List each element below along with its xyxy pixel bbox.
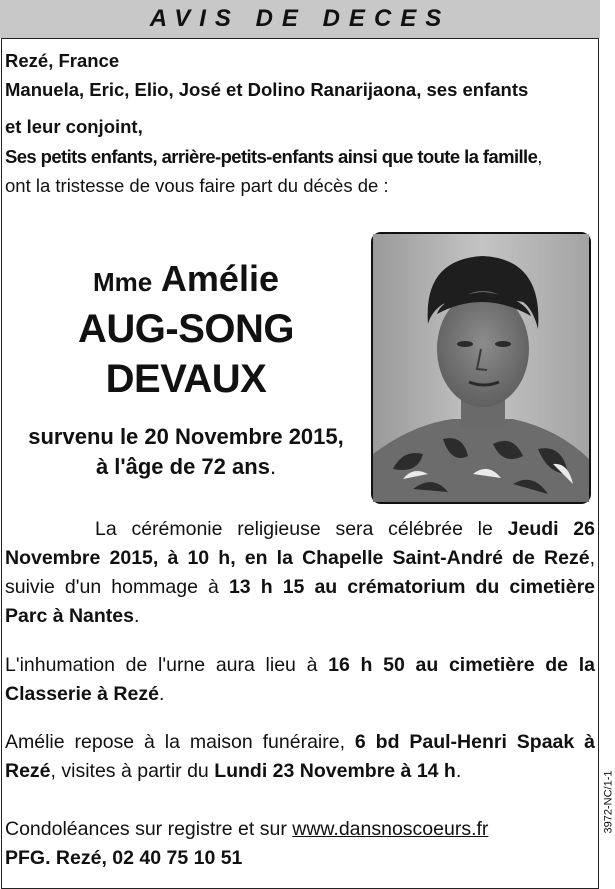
ceremony-date-place: Jeudi 26 Novembre 2015, à 10 h, en la Chapelle Saint-André de Rezé: [5, 518, 595, 569]
rest-text-1: Amélie repose à la maison funéraire,: [5, 731, 355, 753]
burial-paragraph: [5, 651, 595, 709]
ceremony-tribute: 13 h 15 au crématorium du cimetière Parc à Nantes: [5, 576, 595, 627]
condolences-line: [5, 816, 488, 843]
death-info: [0, 422, 372, 482]
location: Rezé, France: [5, 50, 120, 71]
family-line-2: et leur conjoint,: [5, 116, 143, 137]
reference-code: 3972-NC/1-1: [602, 770, 615, 834]
portrait-photo-icon: [371, 232, 591, 504]
family-line-1: Manuela, Eric, Elio, José et Dolino Ranarijaona, ses enfants: [5, 79, 529, 100]
burial-text-2: .: [158, 683, 165, 705]
funeral-contact: PFG. Rezé, 02 40 75 10 51: [5, 847, 243, 869]
condolences-text: Condoléances sur registre et sur: [5, 818, 293, 840]
death-date: survenu le 20 Novembre 2015,: [28, 424, 344, 449]
death-age-punct: .: [269, 454, 277, 479]
burial-time-place: 16 h 50 au cimetière de la Classerie à Rezé: [5, 654, 595, 705]
header-banner: [0, 0, 600, 38]
website-link[interactable]: www.dansnoscoeurs.fr: [292, 818, 489, 840]
page-title: AVIS DE DECES: [149, 5, 451, 32]
deceased-title: Mme: [93, 267, 153, 297]
grandchildren-punct: ,: [537, 146, 543, 167]
death-age: à l'âge de 72 ans: [95, 454, 270, 479]
grandchildren-line: [5, 143, 542, 170]
rest-text-2: , visites à partir du: [50, 760, 215, 782]
rest-visit-time: Lundi 23 Novembre à 14 h: [214, 760, 456, 782]
ceremony-text-2: , suivie d'un hommage à: [5, 547, 595, 598]
burial-text-1: L'inhumation de l'urne aura lieu à: [5, 654, 329, 676]
ceremony-paragraph: [5, 515, 595, 631]
rest-address: 6 bd Paul-Henri Spaak à Rezé: [5, 731, 595, 782]
deceased-last-name: AUG-SONG DEVAUX: [78, 307, 294, 401]
ceremony-text-3: .: [134, 605, 140, 627]
deceased-first-name-line: [0, 257, 372, 304]
rest-text-3: .: [455, 760, 462, 782]
grandchildren-text: Ses petits enfants, arrière-petits-enfants ainsi que toute la famille: [5, 146, 538, 167]
deceased-first-name: Amélie: [160, 258, 279, 299]
announcement: ont la tristesse de vous faire part du décès de :: [5, 175, 389, 196]
rest-paragraph: [5, 728, 595, 786]
ceremony-text-1: La cérémonie religieuse sera célébrée le: [95, 518, 508, 540]
